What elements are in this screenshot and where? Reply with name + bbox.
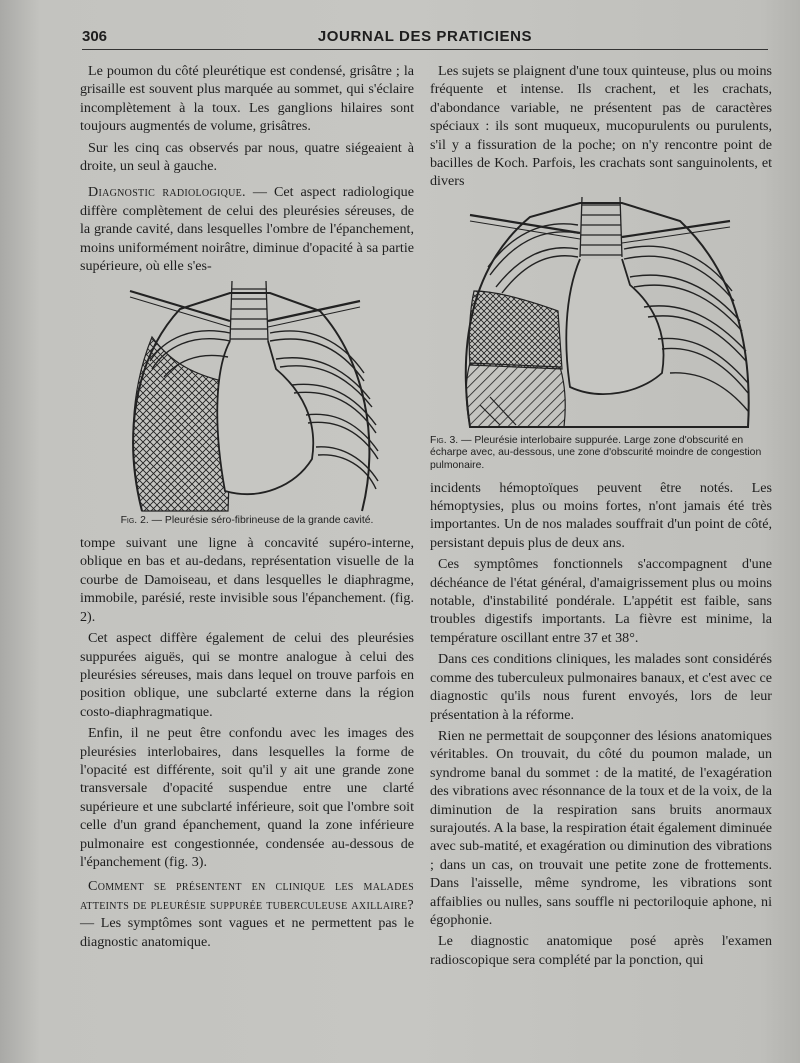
- paragraph: Rien ne permettait de soupçonner des lésions anatomiques véritables. On trouvait, du côté du poumon malade, un syndrome banal du sommet : de la matité, de l'exagération des vibrations avec résonnance de la toux et de la voix, de la diminution de la respiration sans bruits anormaux surajoutés. A la base, la respiration était également diminuée avec sub-matité, et exagération ou diminution des vibrations ; dans un cas, on trouvait une petite zone de frottements. Dans l'aisselle, même syndrome, les vibrations sont affaiblies ou nulles, sans souffle ni pectoriloquie aphone, ni égophonie.: [430, 727, 772, 928]
- paragraph: Dans ces conditions cliniques, les malades sont considérés comme des tuberculeux pulmonaires banaux, et c'est avec ce diagnostic qu'ils nous furent envoyés, lors de leur présentation à la réforme.: [430, 651, 772, 723]
- paragraph: incidents hémoptoïques peuvent être notés. Les hémoptysies, plus ou moins fortes, n'ont jamais été très importantes. Un de nos malades souffrait d'un point de côté, persistant depuis plus de deux ans.: [430, 479, 772, 551]
- paragraph-diagnostic-radiologique: [80, 183, 414, 275]
- section-heading: Diagnostic radiologique.: [88, 184, 246, 201]
- paragraph: Les sujets se plaignent d'une toux quinteuse, plus ou moins fréquente et intense. Ils crachent, et les crachats, d'abondance variable, ne présentent pas de caractères spéciaux : ils sont muqueux, mucopurulents ou purulents, s'il y a fissuration de la poche; on n'y rencontre point de bacilles de Koch. Parfois, les crachats sont sanguinolents, et divers: [430, 63, 772, 190]
- paragraph: Cet aspect diffère également de celui des pleurésies suppurées aiguës, qui se montre analogue à celui des pleurésies séreuses, mais dans lequel on trouve parfois en position oblique, une subclarté externe dans la région costo-diaphragmatique.: [80, 630, 414, 720]
- figure-label: Fig. 3.: [430, 434, 459, 446]
- paragraph-text: — Les symptômes sont vagues et ne permettent pas le diagnostic anatomique.: [80, 915, 414, 950]
- section-heading: Comment se présentent en clinique les malades atteints de pleurésie suppurée tuberculeuse axillaire?: [80, 878, 414, 913]
- paragraph: Sur les cinq cas observés par nous, quatre siégeaient à droite, un seul à gauche.: [80, 139, 414, 175]
- paragraph: Le diagnostic anatomique posé après l'examen radioscopique sera complété par la ponction, qui: [430, 933, 772, 968]
- paragraph: tompe suivant une ligne à concavité supéro-interne, oblique en bas et au-dedans, représentation visuelle de la courbe de Damoiseau, et dans lesquelles le diaphragme, immobile, parésié, reste invisible sous l'épanchement. (fig. 2).: [80, 535, 414, 625]
- figure-2-caption: [80, 515, 414, 528]
- chest-radiograph-drawing-fig2: [80, 281, 414, 513]
- left-column: [80, 62, 414, 954]
- right-column: [430, 62, 772, 972]
- page-header: [82, 22, 768, 50]
- figure-2: [80, 281, 414, 528]
- paragraph-text: — Cet aspect radiologique diffère complètement de celui des pleurésies séreuses, de la grande cavité, dans lesquelles l'ombre de l'épanchement, moins uniformément noirâtre, diminue d'opacité à sa partie supérieure, où elle s'es-: [80, 184, 414, 275]
- paragraph: Ces symptômes fonctionnels s'accompagnent d'une déchéance de l'état général, d'amaigrissement plus ou moins notable, d'instabilité pondérale. L'appétit est faible, sans troubles digestifs importants. La fièvre est minime, la température oscillant entre 37 et 38°.: [430, 556, 772, 646]
- figure-3: [430, 197, 772, 473]
- page-number: 306: [82, 28, 108, 45]
- journal-title: JOURNAL DES PRATICIENS: [317, 28, 533, 45]
- header-rule: [82, 49, 768, 50]
- paragraph: Enfin, il ne peut être confondu avec les images des pleurésies interlobaires, dans lesquelles la forme de l'opacité est différente, soit qu'il y ait une grande zone transversale d'opacité suspendue entre une clarté supérieure et une subclarté inférieure, soit que l'ombre soit celle d'un grand épanchement, quand la zone inférieure pulmonaire est congestionnée, condensée au-dessous de l'épanchement (fig. 3).: [80, 725, 414, 870]
- caption-text: — Pleurésie séro-fibrineuse de la grande cavité.: [148, 515, 374, 527]
- paragraph: Le poumon du côté pleurétique est condensé, grisâtre ; la grisaille est souvent plus marquée au sommet, qui s'éclaire incomplètement à la toux. Les ganglions hilaires sont toujours augmentés de volume, grisâtres.: [80, 63, 414, 135]
- figure-label: Fig. 2.: [120, 515, 149, 527]
- paragraph-clinical-heading: [80, 877, 414, 951]
- chest-radiograph-drawing-fig3: [430, 197, 772, 433]
- caption-text: — Pleurésie interlobaire suppurée. Large zone d'obscurité en écharpe avec, au-dessous, une zone d'obscurité moindre de congestion pulmonaire.: [430, 434, 762, 472]
- figure-3-caption: [430, 435, 772, 473]
